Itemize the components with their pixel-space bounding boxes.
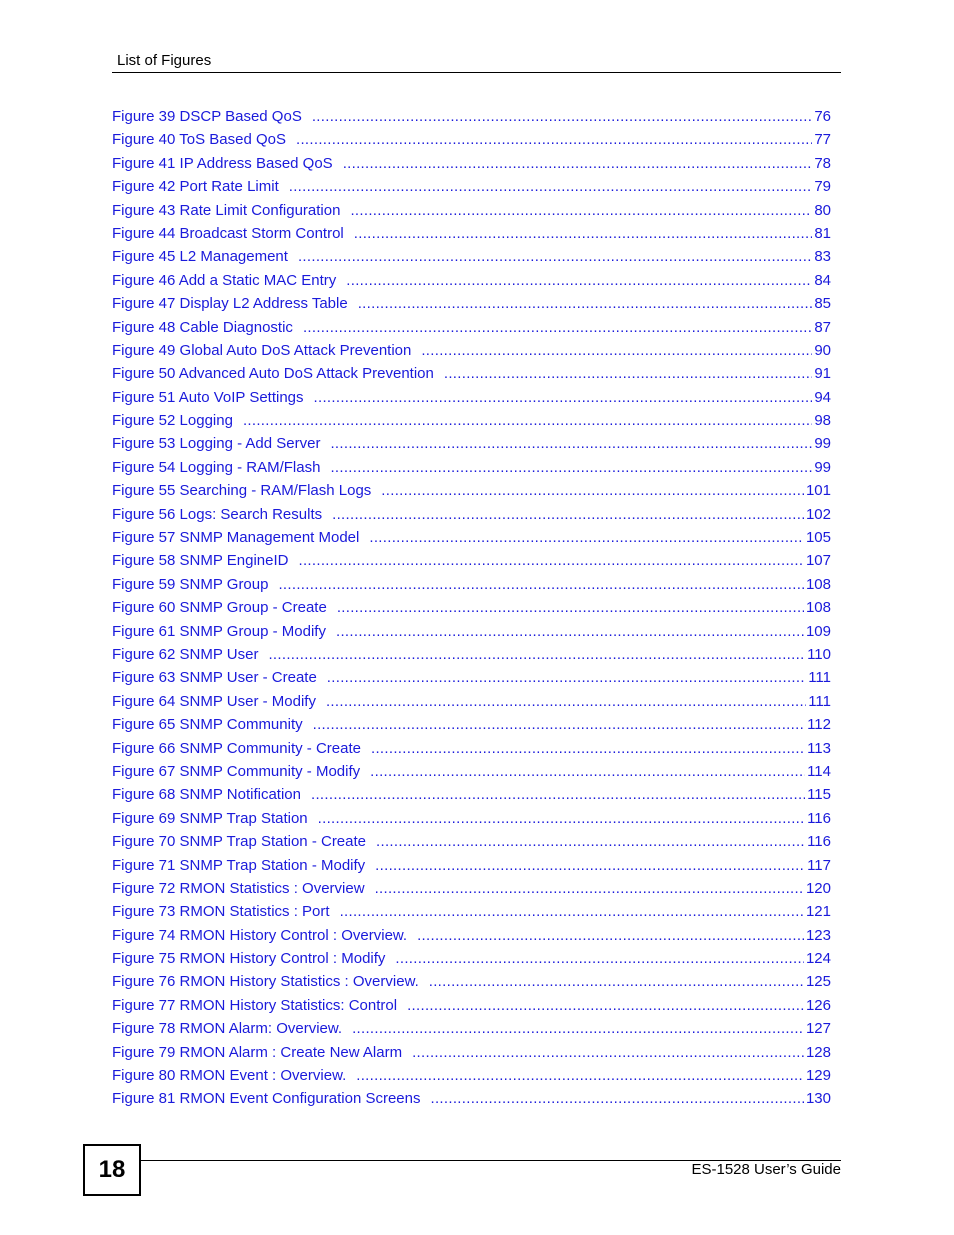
toc-entry-label: Figure 61 SNMP Group - Modify xyxy=(112,622,326,640)
toc-entry-page: 111 xyxy=(808,669,831,687)
dot-leader xyxy=(337,596,804,619)
toc-entry[interactable] xyxy=(112,620,831,643)
toc-entry[interactable] xyxy=(112,830,831,853)
toc-entry[interactable] xyxy=(112,1041,831,1064)
toc-entry[interactable] xyxy=(112,573,831,596)
dot-leader xyxy=(318,807,805,830)
toc-entry[interactable] xyxy=(112,854,831,877)
toc-entry[interactable] xyxy=(112,245,831,268)
dot-leader xyxy=(289,175,813,198)
dot-leader xyxy=(313,713,805,736)
toc-entry-label: Figure 42 Port Rate Limit xyxy=(112,178,279,196)
dot-leader xyxy=(375,877,804,900)
toc-entry-label: Figure 59 SNMP Group xyxy=(112,575,269,593)
toc-entry[interactable] xyxy=(112,970,831,993)
toc-entry-page: 126 xyxy=(805,996,831,1014)
toc-entry[interactable] xyxy=(112,924,831,947)
toc-entry-page: 85 xyxy=(814,295,831,313)
toc-entry-label: Figure 58 SNMP EngineID xyxy=(112,552,289,570)
toc-entry-page: 108 xyxy=(805,599,831,617)
toc-entry-page: 77 xyxy=(814,131,831,149)
toc-entry-page: 105 xyxy=(805,529,831,547)
toc-entry-page: 128 xyxy=(805,1043,831,1061)
dot-leader xyxy=(330,456,812,479)
toc-entry-page: 108 xyxy=(805,575,831,593)
toc-entry-label: Figure 43 Rate Limit Configuration xyxy=(112,201,341,219)
toc-entry-label: Figure 62 SNMP User xyxy=(112,645,259,663)
dot-leader xyxy=(243,409,812,432)
guide-title: ES-1528 User’s Guide xyxy=(691,1161,841,1178)
toc-entry[interactable] xyxy=(112,783,831,806)
dot-leader xyxy=(421,339,812,362)
dot-leader xyxy=(407,994,804,1017)
dot-leader xyxy=(358,292,813,315)
toc-entry-label: Figure 39 DSCP Based QoS xyxy=(112,108,302,125)
toc-entry-label: Figure 44 Broadcast Storm Control xyxy=(112,224,344,242)
dot-leader xyxy=(268,643,805,666)
toc-entry[interactable] xyxy=(112,877,831,900)
toc-entry-label: Figure 47 Display L2 Address Table xyxy=(112,295,348,313)
dot-leader xyxy=(444,362,812,385)
toc-entry[interactable] xyxy=(112,737,831,760)
toc-entry-label: Figure 41 IP Address Based QoS xyxy=(112,154,333,172)
toc-entry-label: Figure 49 Global Auto DoS Attack Prevention xyxy=(112,341,412,359)
toc-entry[interactable] xyxy=(112,760,831,783)
dot-leader xyxy=(376,830,805,853)
dot-leader xyxy=(298,549,803,572)
toc-entry-page: 113 xyxy=(807,739,831,757)
toc-entry-label: Figure 57 SNMP Management Model xyxy=(112,529,360,547)
toc-entry-label: Figure 55 Searching - RAM/Flash Logs xyxy=(112,482,372,500)
toc-entry-label: Figure 76 RMON History Statistics : Overview. xyxy=(112,973,419,991)
toc-entry[interactable] xyxy=(112,362,831,385)
toc-entry-page: 99 xyxy=(814,435,831,453)
toc-entry-page: 114 xyxy=(807,762,831,780)
dot-leader xyxy=(370,760,805,783)
toc-entry-page: 115 xyxy=(807,786,831,804)
toc-entry-page: 123 xyxy=(805,926,831,944)
toc-entry-label: Figure 80 RMON Event : Overview. xyxy=(112,1067,347,1085)
toc-entry[interactable] xyxy=(112,456,831,479)
toc-entry-page: 80 xyxy=(814,201,831,219)
toc-entry[interactable] xyxy=(112,666,831,689)
toc-entry-label: Figure 53 Logging - Add Server xyxy=(112,435,321,453)
toc-entry[interactable] xyxy=(112,526,831,549)
toc-entry-page: 101 xyxy=(805,482,831,500)
toc-entry-label: Figure 40 ToS Based QoS xyxy=(112,131,286,149)
toc-entry-page: 94 xyxy=(814,388,831,406)
dot-leader xyxy=(311,783,805,806)
toc-entry-page: 87 xyxy=(814,318,831,336)
toc-entry[interactable] xyxy=(112,222,831,245)
dot-leader xyxy=(296,128,812,151)
toc-entry[interactable] xyxy=(112,105,831,128)
toc-entry-label: Figure 63 SNMP User - Create xyxy=(112,669,317,687)
dot-leader xyxy=(354,222,813,245)
section-title: List of Figures xyxy=(117,52,212,69)
toc-entry-label: Figure 56 Logs: Search Results xyxy=(112,505,323,523)
toc-entry[interactable] xyxy=(112,128,831,151)
dot-leader xyxy=(343,152,813,175)
toc-entry-page: 84 xyxy=(814,271,831,289)
dot-leader xyxy=(330,432,812,455)
toc-entry-label: Figure 70 SNMP Trap Station - Create xyxy=(112,833,367,851)
toc-entry-page: 78 xyxy=(814,154,831,172)
dot-leader xyxy=(417,924,804,947)
toc-entry-page: 129 xyxy=(805,1067,831,1085)
toc-entry-page: 127 xyxy=(805,1020,831,1038)
toc-entry-label: Figure 52 Logging xyxy=(112,412,233,430)
dot-leader xyxy=(340,900,804,923)
toc-entry[interactable] xyxy=(112,479,831,502)
dot-leader xyxy=(395,947,804,970)
toc-entry[interactable] xyxy=(112,947,831,970)
list-of-figures xyxy=(112,105,831,1111)
toc-entry-label: Figure 51 Auto VoIP Settings xyxy=(112,388,304,406)
toc-entry[interactable] xyxy=(112,596,831,619)
dot-leader xyxy=(375,854,805,877)
dot-leader xyxy=(346,269,812,292)
dot-leader xyxy=(352,1017,804,1040)
toc-entry-page: 109 xyxy=(805,622,831,640)
dot-leader xyxy=(278,573,804,596)
toc-entry-label: Figure 50 Advanced Auto DoS Attack Prevention xyxy=(112,365,434,383)
toc-entry-page: 81 xyxy=(814,224,831,242)
toc-entry-label: Figure 64 SNMP User - Modify xyxy=(112,692,316,710)
dot-leader xyxy=(369,526,804,549)
toc-entry-label: Figure 72 RMON Statistics : Overview xyxy=(112,879,365,897)
toc-entry-page: 116 xyxy=(807,809,831,827)
toc-entry[interactable] xyxy=(112,713,831,736)
toc-entry[interactable] xyxy=(112,339,831,362)
dot-leader xyxy=(412,1041,804,1064)
toc-entry-label: Figure 73 RMON Statistics : Port xyxy=(112,903,330,921)
toc-entry-page: 110 xyxy=(807,645,831,663)
dot-leader xyxy=(350,199,812,222)
toc-entry-label: Figure 45 L2 Management xyxy=(112,248,288,266)
toc-entry-label: Figure 69 SNMP Trap Station xyxy=(112,809,308,827)
toc-entry[interactable] xyxy=(112,549,831,572)
toc-entry-page: 120 xyxy=(805,879,831,897)
toc-entry-label: Figure 71 SNMP Trap Station - Modify xyxy=(112,856,366,874)
toc-entry[interactable] xyxy=(112,807,831,830)
toc-entry-page: 130 xyxy=(805,1090,831,1108)
dot-leader xyxy=(381,479,804,502)
toc-entry-label: Figure 77 RMON History Statistics: Control xyxy=(112,996,398,1014)
toc-entry[interactable] xyxy=(112,386,831,409)
toc-entry[interactable] xyxy=(112,900,831,923)
toc-entry-page: 125 xyxy=(805,973,831,991)
toc-entry-label: Figure 67 SNMP Community - Modify xyxy=(112,762,361,780)
toc-entry-page: 111 xyxy=(808,692,831,710)
dot-leader xyxy=(314,386,813,409)
page-header xyxy=(112,51,841,73)
toc-entry-page: 124 xyxy=(805,950,831,968)
dot-leader xyxy=(298,245,812,268)
toc-entry-page: 116 xyxy=(807,833,831,851)
toc-entry-page: 79 xyxy=(814,178,831,196)
toc-entry[interactable] xyxy=(112,152,831,175)
toc-entry[interactable] xyxy=(112,175,831,198)
dot-leader xyxy=(303,316,812,339)
toc-entry[interactable] xyxy=(112,1087,831,1110)
toc-entry-page: 102 xyxy=(805,505,831,523)
page-number: 18 xyxy=(83,1144,141,1196)
toc-entry[interactable] xyxy=(112,690,831,713)
dot-leader xyxy=(356,1064,804,1087)
toc-entry[interactable] xyxy=(112,432,831,455)
toc-entry-label: Figure 46 Add a Static MAC Entry xyxy=(112,271,337,289)
dot-leader xyxy=(332,503,804,526)
dot-leader xyxy=(430,1087,803,1110)
toc-entry[interactable] xyxy=(112,643,831,666)
toc-entry-page: 90 xyxy=(814,341,831,359)
toc-entry-label: Figure 78 RMON Alarm: Overview. xyxy=(112,1020,343,1038)
toc-entry-label: Figure 60 SNMP Group - Create xyxy=(112,599,327,617)
toc-entry[interactable] xyxy=(112,1017,831,1040)
toc-entry-page: 99 xyxy=(814,458,831,476)
toc-entry[interactable] xyxy=(112,994,831,1017)
dot-leader xyxy=(336,620,804,643)
toc-entry-page: 83 xyxy=(814,248,831,266)
toc-entry-page: 117 xyxy=(807,856,831,874)
dot-leader xyxy=(326,690,806,713)
toc-entry[interactable] xyxy=(112,292,831,315)
toc-entry-page: 112 xyxy=(807,716,831,734)
toc-entry-label: Figure 66 SNMP Community - Create xyxy=(112,739,361,757)
toc-entry-page: 76 xyxy=(814,108,831,125)
toc-entry[interactable] xyxy=(112,269,831,292)
toc-entry-label: Figure 68 SNMP Notification xyxy=(112,786,301,804)
dot-leader xyxy=(429,970,804,993)
dot-leader xyxy=(327,666,806,689)
toc-entry[interactable] xyxy=(112,199,831,222)
toc-entry-label: Figure 54 Logging - RAM/Flash xyxy=(112,458,321,476)
dot-leader xyxy=(312,105,812,128)
toc-entry[interactable] xyxy=(112,409,831,432)
toc-entry-label: Figure 74 RMON History Control : Overview. xyxy=(112,926,408,944)
toc-entry-label: Figure 65 SNMP Community xyxy=(112,716,303,734)
dot-leader xyxy=(371,737,805,760)
toc-entry-label: Figure 48 Cable Diagnostic xyxy=(112,318,293,336)
toc-entry-page: 98 xyxy=(814,412,831,430)
toc-entry-page: 91 xyxy=(814,365,831,383)
toc-entry-page: 107 xyxy=(805,552,831,570)
toc-entry-label: Figure 81 RMON Event Configuration Screens xyxy=(112,1090,421,1108)
toc-entry-page: 121 xyxy=(805,903,831,921)
toc-entry[interactable] xyxy=(112,316,831,339)
toc-entry[interactable] xyxy=(112,503,831,526)
toc-entry[interactable] xyxy=(112,1064,831,1087)
toc-entry-label: Figure 75 RMON History Control : Modify xyxy=(112,950,386,968)
toc-entry-label: Figure 79 RMON Alarm : Create New Alarm xyxy=(112,1043,403,1061)
